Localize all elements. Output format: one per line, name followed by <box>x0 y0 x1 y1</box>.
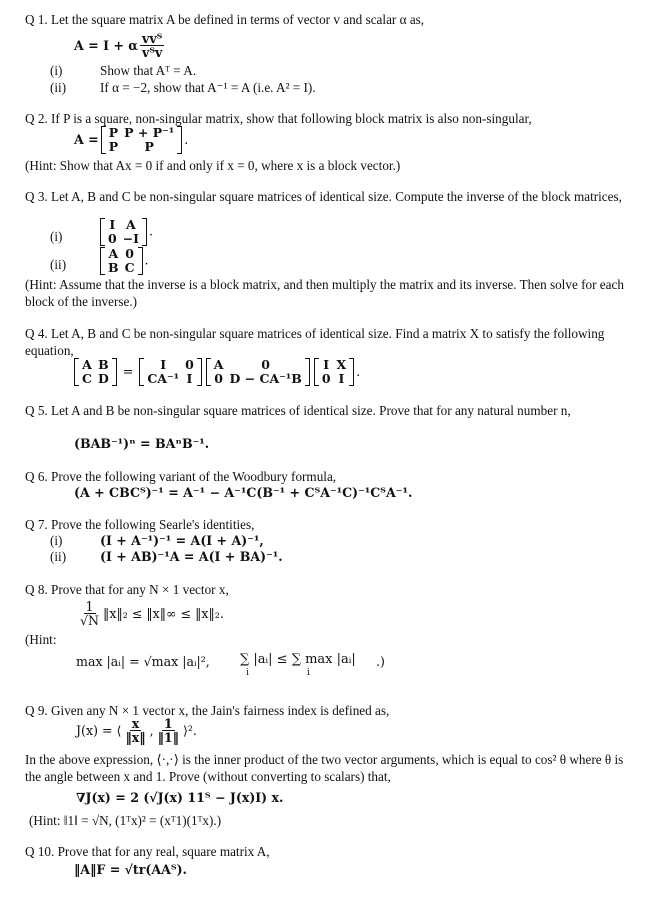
q7-i-label: (i) <box>50 533 63 548</box>
q9-formula: J(x) = ⟨ $\frac{x}{‖x‖}$ , $\frac{1}{‖1‖}$ ⟩². <box>76 716 197 745</box>
q10-prompt: Q 10. Prove that for any real, square matrix A, <box>25 844 270 859</box>
q4-m1-12: B <box>98 357 109 372</box>
q4-m2-22: I <box>186 371 193 386</box>
q3-i-12: A <box>126 217 136 232</box>
q8-frac-den: √N <box>80 613 100 628</box>
q3-i-22: −I <box>122 231 140 246</box>
q8-hint-open: (Hint: <box>25 632 57 647</box>
q4-equals: = <box>122 364 134 380</box>
q5-prompt: Q 5. Let A and B be non-singular square matrices of identical size. Prove that for any natural number n, <box>25 403 571 418</box>
q8-ineq: ‖x‖₂ ≤ ‖x‖∞ ≤ ‖x‖₂. <box>103 605 224 621</box>
q4-m2-21: CA⁻¹ <box>147 371 180 386</box>
q4-m1-21: C <box>82 371 92 386</box>
q4-m1 <box>74 358 117 386</box>
q9-frac2 <box>156 717 181 744</box>
q9-frac1 <box>123 717 147 744</box>
q2-m-11: P <box>108 125 119 140</box>
q9-hint: (Hint: ‖1‖ = √N, (1ᵀx)² = (xᵀ1)(1ᵀx).) <box>29 813 222 828</box>
q3-ii-11: A <box>108 246 119 261</box>
q1-formula-lhs: A = I + α <box>74 37 138 53</box>
q1-ii-label: (ii) <box>50 80 67 95</box>
q4-m2-12: 0 <box>185 357 194 372</box>
q1-prompt: Q 1. Let the square matrix A be defined in terms of vector v and scalar α as, <box>25 12 425 27</box>
q4-m4-11: I <box>323 357 330 372</box>
q2-prompt: Q 2. If P is a square, non-singular matrix, show that following block matrix is also non-singular, <box>25 111 532 126</box>
q1-ii-text: If α = −2, show that A⁻¹ = A (i.e. A² = I). <box>100 80 316 95</box>
q5-formula: (BAB⁻¹)ⁿ = BAⁿB⁻¹. <box>74 436 210 451</box>
q6-formula: (A + CBCᵀ)⁻¹ = A⁻¹ − A⁻¹C(B⁻¹ + CᵀA⁻¹C)⁻¹CᵀA⁻¹. <box>74 485 413 500</box>
q1-i-text: Show that Aᵀ = A. <box>100 63 197 78</box>
q4-formula: A B C D = I 0 CA⁻¹ I A 0 0 D − CA⁻¹B I X 0 I . <box>72 358 360 386</box>
q2-m-12: P + P⁻¹ <box>124 125 175 140</box>
q4-prompt: Q 4. Let A, B and C be non-singular square matrices of identical size. Find a matrix X to satisfy the following equation, <box>25 326 605 358</box>
q1-fraction <box>140 32 164 59</box>
q2-m-22: P <box>144 139 154 154</box>
q8-hint-f2: ∑ |aᵢ| ≤ ∑ max |aᵢ| <box>240 652 356 667</box>
q3-hint: (Hint: Assume that the inverse is a block matrix, and then multiply the matrix and its inverse. Then solve for each block of the inverse.) <box>25 277 624 309</box>
q1-frac-num: vvᵀ <box>142 31 163 46</box>
q8-inequality <box>76 600 224 627</box>
q4-m2-11: I <box>160 357 167 372</box>
q3-ii-matrix <box>100 247 143 275</box>
q9-f1-num: x <box>131 716 140 731</box>
q2-hint: (Hint: Show that Ax = 0 if and only if x = 0, where x is a block vector.) <box>25 158 401 173</box>
q2-formula: A = P P + P⁻¹ P P . <box>74 125 189 154</box>
q9-lhs: J(x) = ⟨ <box>76 722 122 738</box>
q3-i-matrix <box>100 218 147 246</box>
q9-prompt: Q 9. Given any N × 1 vector x, the Jain's fairness index is defined as, <box>25 703 390 718</box>
q4-m3-12: 0 <box>261 357 270 372</box>
q1-formula <box>74 32 166 59</box>
q3-ii-formula: A 0 B C . <box>98 247 149 275</box>
q4-m2 <box>139 358 201 386</box>
q3-ii-21: B <box>108 260 119 275</box>
q4-m1-11: A <box>82 357 92 372</box>
q2-lhs: A = <box>74 132 99 148</box>
q9-rhs: ⟩². <box>182 722 197 738</box>
q7-ii-label: (ii) <box>50 549 67 564</box>
q8-prompt: Q 8. Prove that for any N × 1 vector x, <box>25 582 229 597</box>
q8-hint-sub1: i <box>246 668 249 678</box>
q9-f2-den: ‖1‖ <box>157 730 179 745</box>
q9-f1-den: ‖x‖ <box>125 730 146 745</box>
q9-gradient: ∇J(x) = 2 (√J(x) 11ᵀ − J(x)I) x. <box>76 790 284 805</box>
q3-ii-label: (ii) <box>50 257 67 272</box>
q8-hint-f1: max |aᵢ| = √max |aᵢ|², <box>76 654 210 669</box>
q9-f2-num: 1 <box>163 716 173 731</box>
q2-block-matrix <box>101 126 182 154</box>
q3-ii-12: 0 <box>125 246 134 261</box>
q3-ii-22: C <box>124 260 135 275</box>
q8-fraction <box>78 600 101 627</box>
q8-frac-num: 1 <box>85 599 94 614</box>
q3-i-formula: I A 0 −I . <box>98 218 153 246</box>
q4-m3-11: A <box>213 357 224 372</box>
q7-ii-formula: (I + AB)⁻¹A = A(I + BA)⁻¹. <box>100 549 283 564</box>
q3-i-11: I <box>109 217 116 232</box>
q1-frac-den: vᵀv <box>142 45 163 60</box>
q7-i-formula: (I + A⁻¹)⁻¹ = A(I + A)⁻¹, <box>100 533 264 548</box>
q8-hint-close: .) <box>376 654 385 669</box>
q7-prompt: Q 7. Prove the following Searle's identities, <box>25 517 255 532</box>
q4-m3-22: D − CA⁻¹B <box>229 371 302 386</box>
q3-prompt: Q 3. Let A, B and C be non-singular square matrices of identical size. Compute the inverse of the block matrices, <box>25 189 622 204</box>
q6-prompt: Q 6. Prove the following variant of the Woodbury formula, <box>25 469 337 484</box>
q4-m4 <box>314 358 354 386</box>
q2-m-21: P <box>108 139 119 154</box>
q4-m4-12: X <box>336 357 347 372</box>
q3-i-21: 0 <box>108 231 117 246</box>
q9-paragraph: In the above expression, ⟨·,·⟩ is the inner product of the two vector arguments, which is equal to cos² θ where θ is the angle between x and 1. Prove (without converting to scalars) that, <box>25 752 624 784</box>
q4-m3 <box>206 358 310 386</box>
q4-m4-22: I <box>338 371 345 386</box>
q10-formula: ‖A‖F = √tr(AAᵀ). <box>74 862 187 877</box>
q4-m1-22: D <box>97 371 109 386</box>
q4-m3-21: 0 <box>214 371 223 386</box>
q3-i-label: (i) <box>50 229 63 244</box>
q1-i-label: (i) <box>50 63 63 78</box>
q8-hint-sub2: i <box>307 668 310 678</box>
q4-m4-21: 0 <box>321 371 331 386</box>
